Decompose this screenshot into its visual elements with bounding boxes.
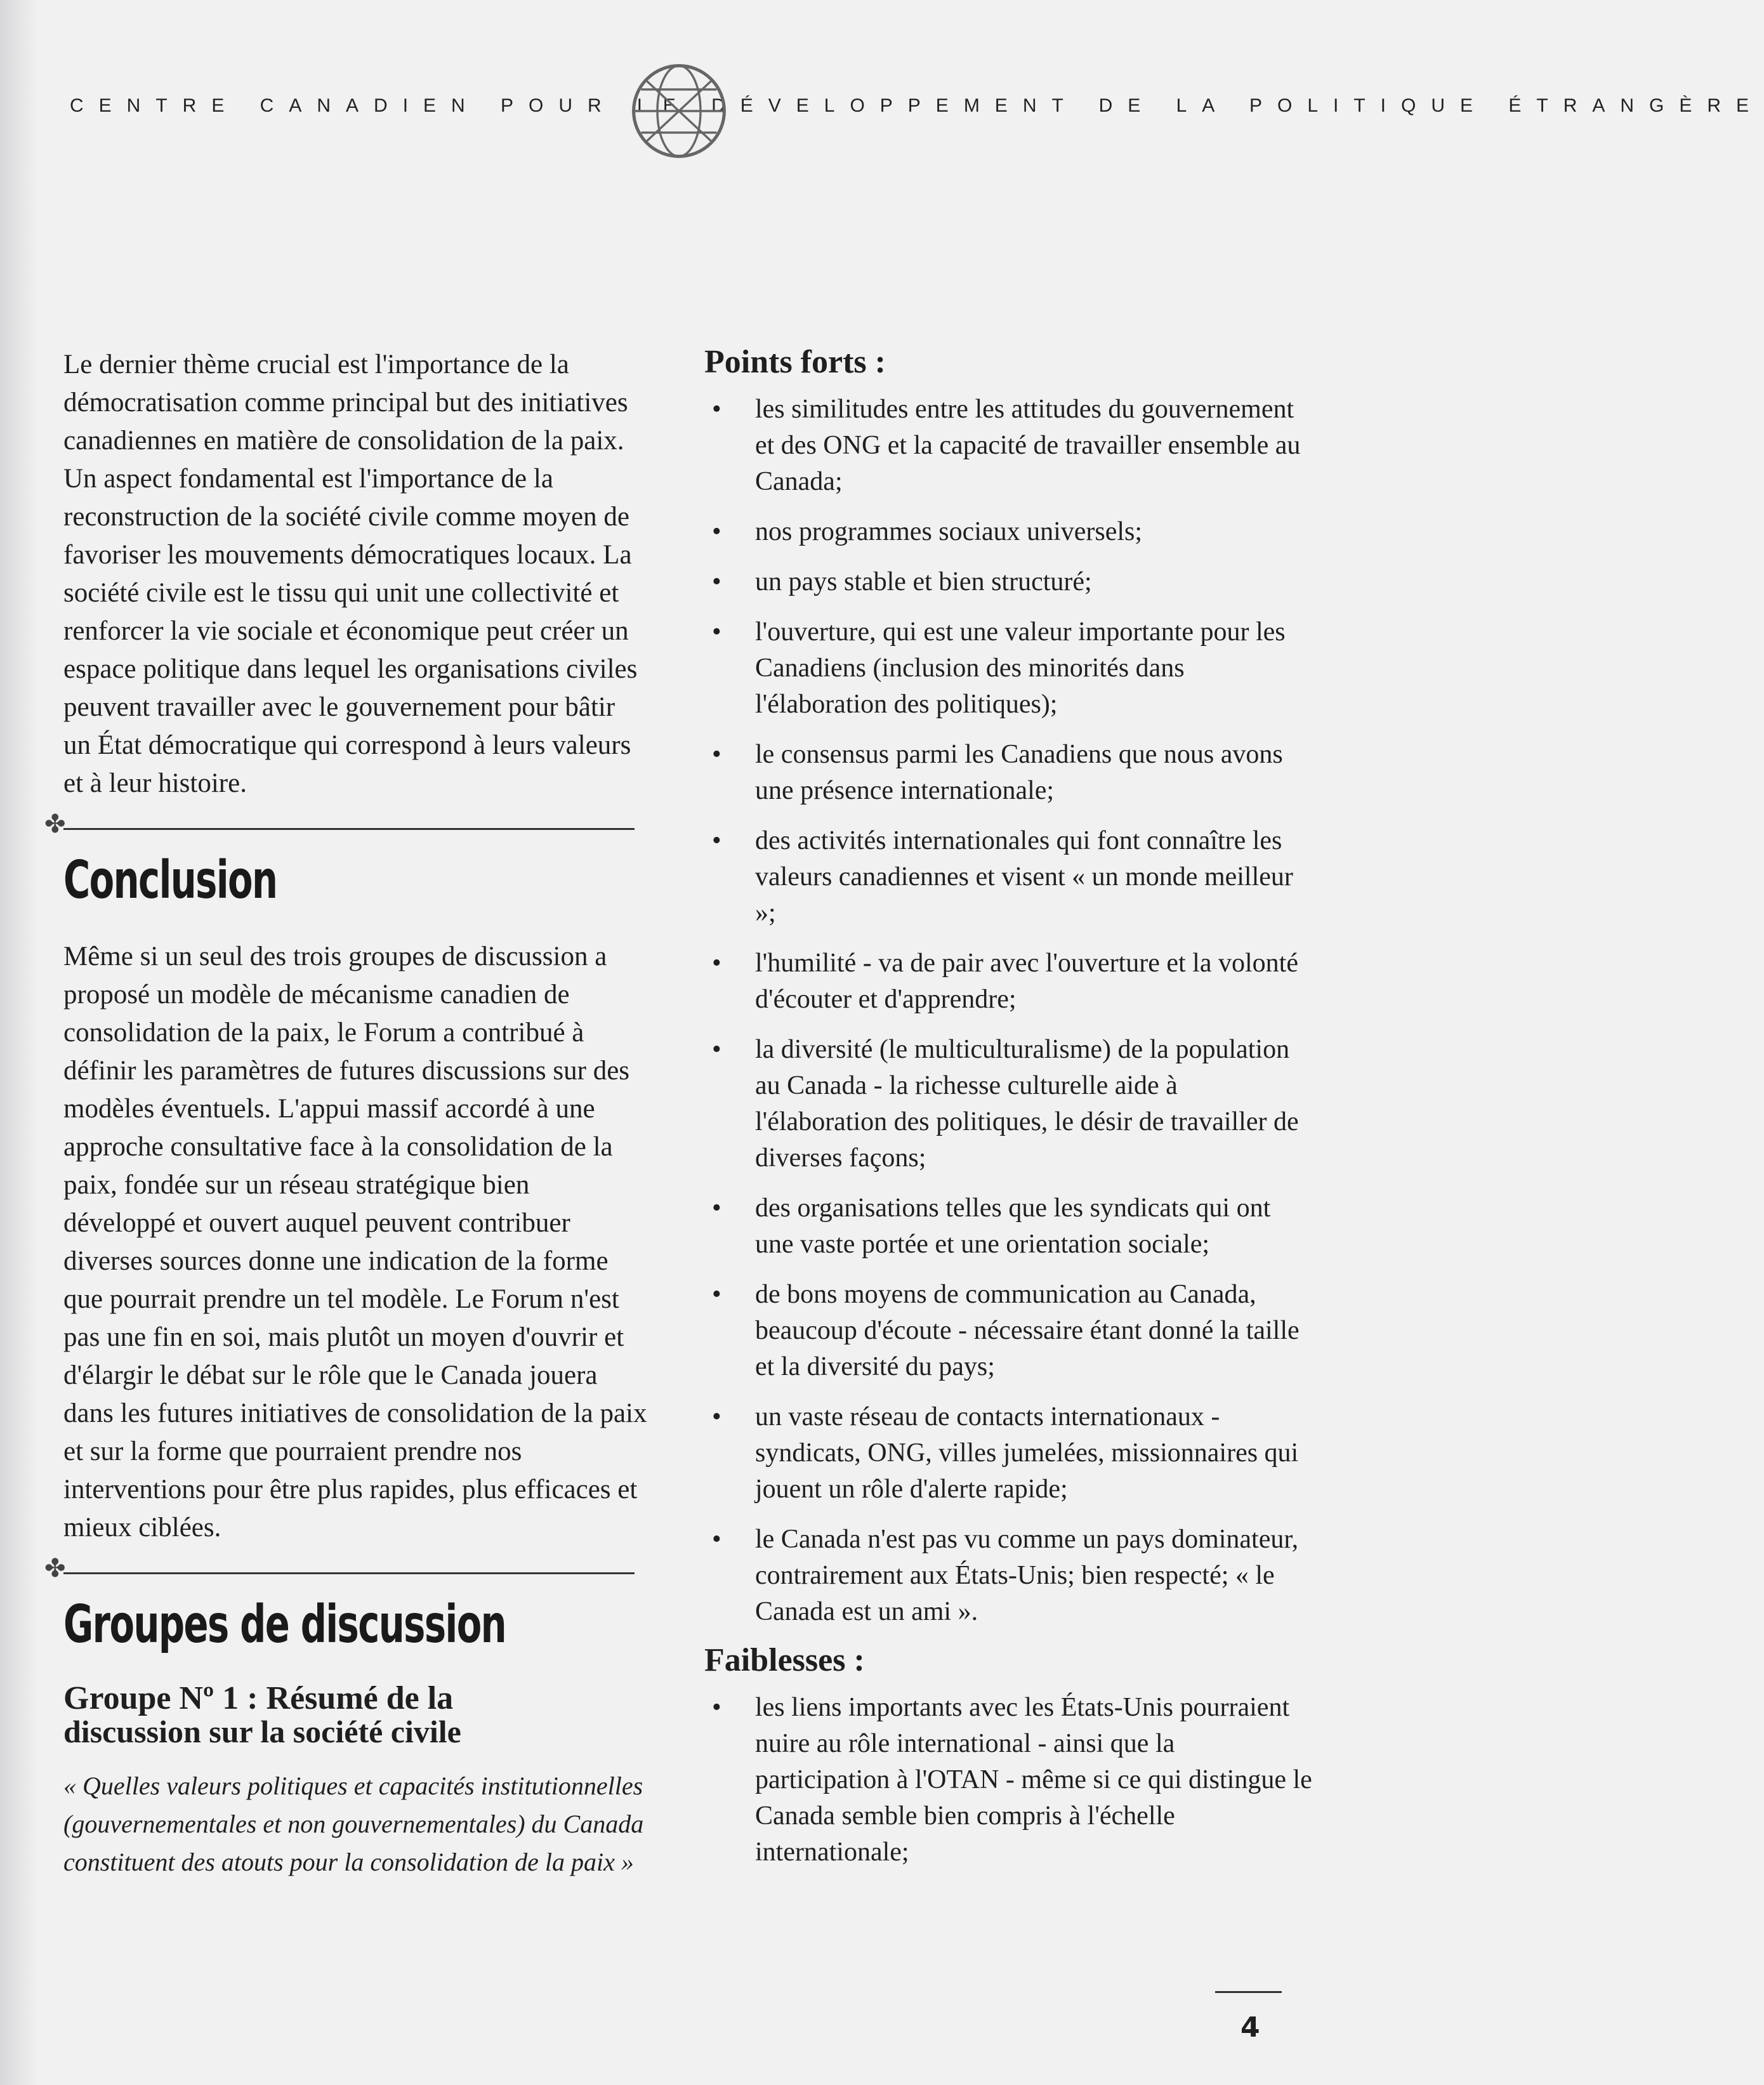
list-item-text: un vaste réseau de contacts internationaux - syndicats, ONG, villes jumelées, missionnaires qui jouent un rôle d'alerte rapide; (755, 1402, 1299, 1504)
page-number-rule (1215, 1991, 1282, 1993)
list-item-text: des activités internationales qui font connaître les valeurs canadiennes et visent « un monde meilleur »; (755, 826, 1293, 928)
list-item-text: la diversité (le multiculturalisme) de la population au Canada - la richesse culturelle aide à l'élaboration des politiques, le désir de travailler de diverses façons; (755, 1035, 1299, 1173)
faiblesses-list (704, 1690, 1313, 1871)
running-header: CENTRE CANADIEN POUR LE DÉVELOPPEMENT DE LA POLITIQUE ÉTRANGÈRE (70, 95, 1764, 116)
bullet-icon: • (712, 1280, 721, 1309)
page-number: 4 (1241, 2011, 1260, 2044)
list-item (704, 1522, 1313, 1630)
points-forts-list (704, 391, 1313, 1630)
list-item (704, 1032, 1313, 1176)
right-column (704, 346, 1313, 1884)
bullet-icon: • (712, 1525, 721, 1554)
list-item (704, 823, 1313, 931)
list-item (704, 1399, 1313, 1508)
groupe1-heading-line1: Groupe Nº 1 : Résumé de la (63, 1680, 454, 1716)
groupe1-heading-line2: discussion sur la société civile (63, 1714, 461, 1749)
page-gutter-shadow (0, 0, 38, 2085)
maple-leaf-icon: ✤ (44, 810, 66, 839)
groupe1-quote: « Quelles valeurs politiques et capacités institutionnelles (gouvernementales et non gouvernementales) du Canada constituent des atouts pour la consolidation de la paix » (63, 1772, 644, 1876)
section-divider (44, 810, 635, 839)
section-divider (44, 1554, 635, 1583)
list-item (704, 1277, 1313, 1385)
list-item (704, 945, 1313, 1018)
intro-paragraph: Le dernier thème crucial est l'importance de la démocratisation comme principal but des initiatives canadiennes en matière de consolidation de la paix. Un aspect fondamental est l'importance de la reconstruction de la société civile comme moyen de favoriser les mouvements démocratiques locaux. La société civile est le tissu qui unit une collectivité et renforcer la vie sociale et économique peut créer un espace politique dans lequel les organisations civiles peuvent travailler avec le gouvernement pour bâtir un État démocratique qui correspond à leurs valeurs et à leur histoire. (63, 350, 638, 798)
list-item (704, 737, 1313, 809)
list-item-text: l'ouverture, qui est une valeur importante pour les Canadiens (inclusion des minorités dans l'élaboration des politiques); (755, 617, 1286, 719)
list-item-text: le Canada n'est pas vu comme un pays dominateur, contrairement aux États-Unis; bien respecté; « le Canada est un ami ». (755, 1525, 1299, 1626)
bullet-icon: • (712, 567, 721, 596)
list-item-text: un pays stable et bien structuré; (755, 567, 1092, 596)
list-item-text: de bons moyens de communication au Canada, beaucoup d'écoute - nécessaire étant donné la taille et la diversité du pays; (755, 1280, 1300, 1381)
list-item-text: les similitudes entre les attitudes du gouvernement et des ONG et la capacité de travailler ensemble au Canada; (755, 395, 1301, 496)
globe-icon (625, 57, 733, 165)
list-item-text: nos programmes sociaux universels; (755, 517, 1143, 546)
maple-leaf-icon: ✤ (44, 1554, 66, 1583)
bullet-icon: • (712, 1402, 721, 1431)
list-item (704, 614, 1313, 723)
bullet-icon: • (712, 1693, 721, 1722)
points-forts-heading: Points forts : (704, 344, 886, 380)
list-item (704, 1190, 1313, 1263)
bullet-icon: • (712, 395, 721, 424)
bullet-icon: • (712, 740, 721, 769)
bullet-icon: • (712, 826, 721, 855)
conclusion-heading: Conclusion (63, 850, 277, 911)
left-column (44, 346, 647, 1881)
conclusion-paragraph: Même si un seul des trois groupes de discussion a proposé un modèle de mécanisme canadien de consolidation de la paix, le Forum a contribué à définir les paramètres de futures discussions sur des modèles éventuels. L'appui massif accordé à une approche consultative face à la consolidation de la paix, fondée sur un réseau stratégique bien développé et ouvert auquel peuvent contribuer diverses sources donne une indication de la forme que pourrait prendre un tel modèle. Le Forum n'est pas une fin en soi, mais plutôt un moyen d'ouvrir et d'élargir le débat sur le rôle que le Canada jouera dans les futures initiatives de consolidation de la paix et sur la forme que pourraient prendre nos interventions pour être plus rapides, plus efficaces et mieux ciblées. (63, 942, 647, 1542)
list-item (704, 391, 1313, 500)
bullet-icon: • (712, 949, 721, 978)
list-item-text: des organisations telles que les syndicats qui ont une vaste portée et une orientation sociale; (755, 1194, 1271, 1259)
list-item (704, 1690, 1313, 1871)
bullet-icon: • (712, 1194, 721, 1223)
list-item-text: le consensus parmi les Canadiens que nous avons une présence internationale; (755, 740, 1283, 805)
bullet-icon: • (712, 1035, 721, 1064)
bullet-icon: • (712, 517, 721, 546)
list-item-text: les liens importants avec les États-Unis pourraient nuire au rôle international - ainsi que la participation à l'OTAN - même si ce qui distingue le Canada semble bien compris à l'échelle internationale; (755, 1693, 1312, 1867)
list-item-text: l'humilité - va de pair avec l'ouverture et la volonté d'écouter et d'apprendre; (755, 949, 1298, 1014)
list-item (704, 514, 1313, 550)
bullet-icon: • (712, 617, 721, 647)
faiblesses-heading: Faiblesses : (704, 1642, 865, 1678)
groupes-heading: Groupes de discussion (63, 1595, 506, 1655)
list-item (704, 564, 1313, 600)
